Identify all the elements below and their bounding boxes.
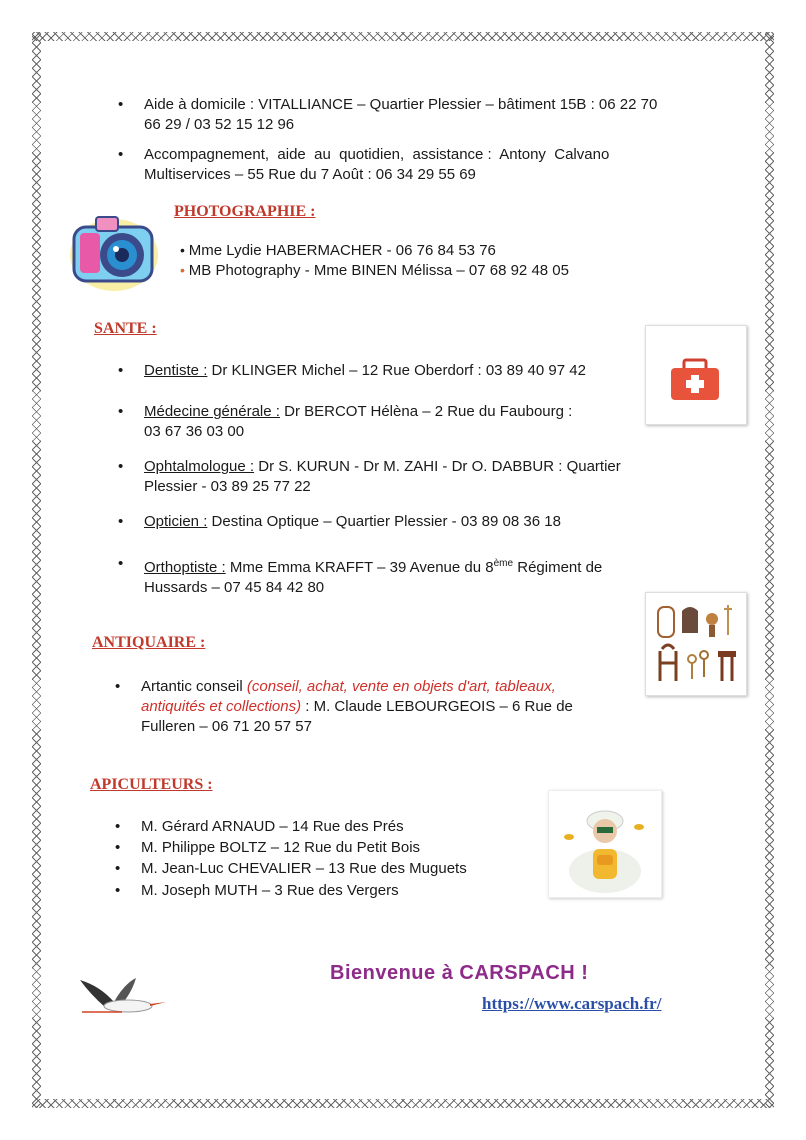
item-line: Plessier - 03 89 25 77 22 [144,478,311,495]
item-text: M. Gérard ARNAUD – 14 Rue des Prés [141,818,404,835]
website-link[interactable]: https://www.carspach.fr/ [482,994,662,1013]
list-item [144,402,644,442]
stork-icon [76,972,168,1018]
bullet-dot: • [180,242,189,258]
list-item [141,677,621,737]
item-text: M. Philippe BOLTZ – 12 Rue du Petit Bois [141,839,421,856]
first-aid-kit-icon [645,325,747,425]
border-right [765,32,774,1108]
item-label: Médecine générale : [144,403,280,420]
item-description: (conseil, achat, vente en objets d'art, tableaux, [246,678,556,695]
border-bottom [32,1099,774,1108]
list-item [141,817,404,837]
list-item [180,240,496,261]
border-left [32,32,41,1108]
item-label: Ophtalmologue : [144,458,255,475]
item-text: Dr KLINGER Michel – 12 Rue Oberdorf : 03 89 40 97 42 [207,362,586,379]
item-line: Hussards – 07 45 84 42 80 [144,579,325,596]
item-text: Artantic conseil [141,678,247,695]
item-text: Dr S. KURUN - Dr M. ZAHI - Dr O. DABBUR : Quartier [254,458,621,475]
item-line: 03 67 36 03 00 [144,423,245,440]
list-item [180,260,569,281]
item-description: antiquités et collections) [141,698,302,715]
list-item [141,838,420,858]
antiques-icon [645,592,747,696]
welcome-text: Bienvenue à CARSPACH ! [330,962,589,984]
item-text: MB Photography - Mme BINEN Mélissa – 07 68 92 48 05 [188,262,569,279]
list-item [144,95,710,135]
item-text: M. Jean-Luc CHEVALIER – 13 Rue des Muguets [141,860,467,877]
list-item [144,457,684,497]
item-label: Dentiste : [144,362,208,379]
item-text: Régiment de [513,559,603,576]
section-heading-antiquaire: ANTIQUAIRE : [92,634,206,651]
item-text: : M. Claude LEBOURGEOIS – 6 Rue de [301,698,573,715]
list-item [144,145,710,185]
item-text: Destina Optique – Quartier Plessier - 03 89 08 36 18 [207,513,561,530]
item-line: • Aide à domicile : VITALLIANCE – Quartier Plessier – bâtiment 15B : 06 22 70 [144,96,658,113]
camera-icon [66,205,162,293]
border-top [32,32,774,41]
item-label: Orthoptiste : [144,559,226,576]
item-text: M. Joseph MUTH – 3 Rue des Vergers [141,882,399,899]
item-text: Dr BERCOT Hélèna – 2 Rue du Faubourg : [279,403,573,420]
item-label: Opticien : [144,513,208,530]
list-item [141,881,399,901]
item-line: • Accompagnement, aide au quotidien, assistance : Antony Calvano [144,146,610,163]
bullet-dot: • [180,262,189,278]
list-item [141,859,467,879]
section-heading-photographie: PHOTOGRAPHIE : [174,203,316,220]
section-heading-sante: SANTE : [94,320,157,337]
superscript: ème [493,558,514,569]
item-line: Fulleren – 06 71 20 57 57 [141,718,312,735]
beekeeper-icon [548,790,662,898]
item-line: Multiservices – 55 Rue du 7 Août : 06 34 29 55 69 [144,166,476,183]
item-text: Mme Lydie HABERMACHER - 06 76 84 53 76 [188,242,496,259]
item-line: 66 29 / 03 52 15 12 96 [144,116,295,133]
section-heading-apiculteurs: APICULTEURS : [90,776,213,793]
item-text: Mme Emma KRAFFT – 39 Avenue du 8 [225,559,494,576]
list-item [144,512,684,532]
list-item [144,361,644,381]
list-item [144,554,684,598]
